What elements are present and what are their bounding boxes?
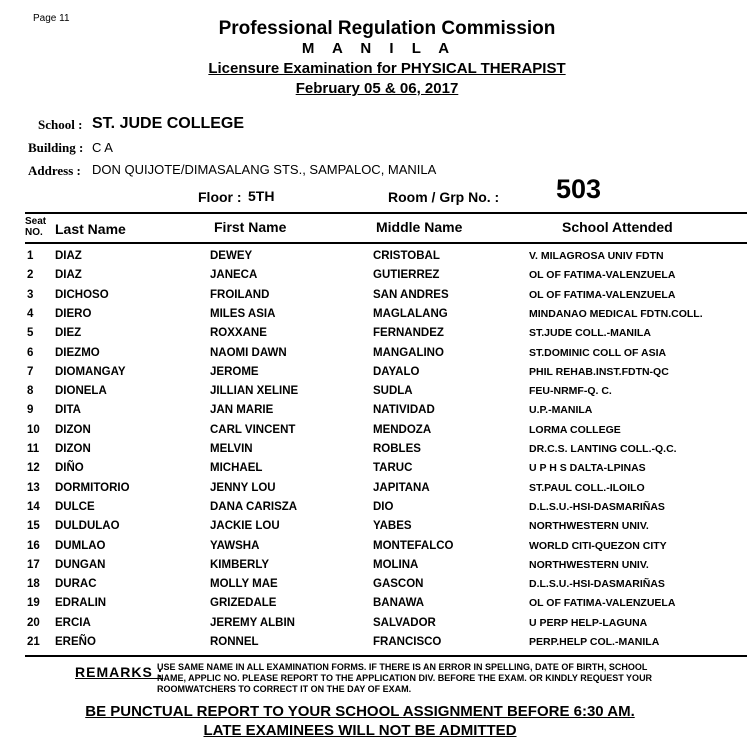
- table-row: [0, 482, 750, 501]
- last-name-cell: DIZON: [55, 443, 91, 455]
- late-notice: LATE EXAMINEES WILL NOT BE ADMITTED: [203, 722, 517, 739]
- last-name-cell: DIAZ: [55, 269, 82, 282]
- last-name-cell: EDRALIN: [55, 597, 107, 610]
- middle-name-cell: MAGLALANG: [373, 307, 448, 320]
- middle-name-cell: DAYALO: [373, 365, 420, 378]
- remarks-label: REMARKS :: [75, 664, 164, 680]
- first-name-cell: JEROME: [210, 365, 259, 378]
- middle-name-cell: GASCON: [373, 578, 424, 591]
- last-name-cell: DICHOSO: [55, 288, 109, 301]
- middle-name-cell: ROBLES: [373, 443, 421, 455]
- school-cell: MINDANAO MEDICAL FDTN.COLL.: [529, 307, 703, 320]
- first-name-cell: MILES ASIA: [210, 307, 276, 320]
- room-value: 503: [556, 174, 602, 204]
- table-row: [0, 520, 750, 539]
- table-row: [0, 269, 750, 288]
- seat-number-cell: 10: [27, 423, 40, 436]
- first-name-cell: JANECA: [210, 269, 258, 282]
- table-row: [0, 347, 750, 366]
- school-cell: ST.PAUL COLL.-ILOILO: [529, 481, 645, 494]
- table-row: [0, 308, 750, 327]
- seat-number-cell: 5: [27, 327, 34, 340]
- first-name-cell: JILLIAN XELINE: [210, 385, 299, 398]
- first-name-cell: ROXXANE: [210, 327, 267, 340]
- table-row: [0, 462, 750, 481]
- last-name-cell: DIOMANGAY: [55, 365, 126, 378]
- first-name-cell: MELVIN: [210, 443, 253, 455]
- seat-number-cell: 9: [27, 404, 34, 417]
- exam-title: Licensure Examination for PHYSICAL THERAPIST: [208, 60, 566, 77]
- seat-header-line2: NO.: [25, 227, 43, 238]
- middle-name-cell: MONTEFALCO: [373, 539, 454, 552]
- first-name-cell: MOLLY MAE: [210, 578, 278, 591]
- seat-number-cell: 6: [27, 346, 34, 359]
- room-label: Room / Grp No. :: [388, 189, 500, 205]
- middle-name-cell: YABES: [373, 520, 412, 533]
- school-attended-header: School Attended: [562, 219, 673, 235]
- first-name-cell: KIMBERLY: [210, 558, 269, 571]
- page-number: Page 11: [33, 13, 70, 24]
- seat-number-cell: 20: [27, 616, 40, 629]
- middle-name-cell: MANGALINO: [373, 346, 444, 359]
- seat-number-cell: 3: [27, 288, 34, 301]
- first-name-cell: CARL VINCENT: [210, 423, 296, 436]
- middle-name-cell: BANAWA: [373, 597, 425, 610]
- last-name-cell: DUNGAN: [55, 558, 106, 571]
- middle-name-cell: MOLINA: [373, 558, 419, 571]
- table-row: [0, 597, 750, 616]
- school-cell: ST.JUDE COLL.-MANILA: [529, 327, 651, 340]
- first-name-cell: DANA CARISZA: [210, 500, 298, 513]
- table-row: [0, 404, 750, 423]
- table-row: [0, 385, 750, 404]
- last-name-cell: DIÑO: [55, 462, 84, 475]
- middle-name-cell: JAPITANA: [373, 481, 430, 494]
- floor-label: Floor :: [198, 189, 242, 205]
- seat-number-cell: 21: [27, 636, 40, 648]
- middle-name-cell: SALVADOR: [373, 616, 436, 629]
- table-row: [0, 501, 750, 520]
- last-name-cell: ERCIA: [55, 616, 91, 629]
- school-label: School :: [38, 117, 83, 132]
- first-name-cell: RONNEL: [210, 636, 259, 648]
- school-cell: LORMA COLLEGE: [529, 423, 621, 436]
- first-name-cell: FROILAND: [210, 288, 270, 301]
- seat-number-cell: 17: [27, 558, 40, 571]
- last-name-header: Last Name: [55, 221, 126, 237]
- table-row: [0, 366, 750, 385]
- school-cell: DR.C.S. LANTING COLL.-Q.C.: [529, 443, 677, 455]
- middle-name-header: Middle Name: [376, 219, 463, 235]
- seat-number-cell: 18: [27, 578, 40, 591]
- school-cell: NORTHWESTERN UNIV.: [529, 558, 649, 571]
- school-cell: U.P.-MANILA: [529, 404, 593, 417]
- middle-name-cell: FERNANDEZ: [373, 327, 444, 340]
- school-cell: ST.DOMINIC COLL OF ASIA: [529, 346, 667, 359]
- table-top-rule: [25, 212, 747, 214]
- table-row: [0, 424, 750, 443]
- school-cell: D.L.S.U.-HSI-DASMARIÑAS: [529, 578, 665, 591]
- middle-name-cell: NATIVIDAD: [373, 404, 435, 417]
- middle-name-cell: FRANCISCO: [373, 636, 442, 648]
- city-title: M A N I L A: [301, 40, 457, 57]
- table-bottom-rule: [25, 655, 747, 657]
- school-value: ST. JUDE COLLEGE: [92, 115, 245, 132]
- middle-name-cell: MENDOZA: [373, 423, 432, 436]
- school-cell: U P H S DALTA-LPINAS: [529, 462, 646, 475]
- punctual-notice: BE PUNCTUAL REPORT TO YOUR SCHOOL ASSIGNMENT BEFORE 6:30 AM.: [85, 703, 635, 720]
- first-name-header: First Name: [214, 219, 287, 235]
- school-cell: PHIL REHAB.INST.FDTN-QC: [529, 365, 669, 378]
- school-cell: OL OF FATIMA-VALENZUELA: [529, 288, 676, 301]
- last-name-cell: DURAC: [55, 578, 97, 591]
- table-row: [0, 327, 750, 346]
- table-row: [0, 636, 750, 655]
- seat-number-cell: 16: [27, 539, 40, 552]
- seat-number-cell: 8: [27, 385, 34, 398]
- seat-number-cell: 14: [27, 500, 40, 513]
- school-cell: FEU-NRMF-Q. C.: [529, 385, 612, 398]
- last-name-cell: DIERO: [55, 307, 92, 320]
- first-name-cell: GRIZEDALE: [210, 597, 277, 610]
- last-name-cell: DIZON: [55, 423, 91, 436]
- last-name-cell: DUMLAO: [55, 539, 106, 552]
- first-name-cell: JENNY LOU: [210, 481, 276, 494]
- table-row: [0, 578, 750, 597]
- first-name-cell: MICHAEL: [210, 462, 263, 475]
- seat-number-cell: 19: [27, 597, 40, 610]
- middle-name-cell: GUTIERREZ: [373, 269, 440, 282]
- last-name-cell: DIEZ: [55, 327, 82, 340]
- first-name-cell: NAOMI DAWN: [210, 346, 287, 359]
- school-cell: OL OF FATIMA-VALENZUELA: [529, 269, 676, 282]
- last-name-cell: DULCE: [55, 500, 95, 513]
- school-cell: V. MILAGROSA UNIV FDTN: [529, 250, 664, 262]
- seat-number-cell: 7: [27, 365, 34, 378]
- table-row: [0, 617, 750, 636]
- first-name-cell: YAWSHA: [210, 539, 260, 552]
- seat-number-cell: 1: [27, 250, 34, 262]
- middle-name-cell: SAN ANDRES: [373, 288, 449, 301]
- table-row: [0, 289, 750, 308]
- school-cell: NORTHWESTERN UNIV.: [529, 520, 649, 533]
- commission-title: Professional Regulation Commission: [218, 18, 556, 39]
- school-cell: D.L.S.U.-HSI-DASMARIÑAS: [529, 500, 665, 513]
- school-cell: PERP.HELP COL.-MANILA: [529, 636, 660, 648]
- last-name-cell: DIONELA: [55, 385, 107, 398]
- school-cell: OL OF FATIMA-VALENZUELA: [529, 597, 676, 610]
- school-cell: WORLD CITI-QUEZON CITY: [529, 539, 667, 552]
- school-cell: U PERP HELP-LAGUNA: [529, 616, 648, 629]
- table-row: [0, 443, 750, 462]
- table-header-rule: [25, 242, 747, 244]
- address-label: Address :: [28, 163, 81, 178]
- seat-number-cell: 13: [27, 481, 40, 494]
- seat-header: [25, 216, 46, 238]
- building-label: Building :: [28, 140, 84, 155]
- exam-dates: February 05 & 06, 2017: [295, 80, 459, 97]
- seat-number-cell: 15: [27, 520, 40, 533]
- last-name-cell: DIAZ: [55, 250, 82, 262]
- building-value: C A: [92, 140, 113, 155]
- first-name-cell: JAN MARIE: [210, 404, 274, 417]
- seat-number-cell: 2: [27, 269, 34, 282]
- middle-name-cell: DIO: [373, 500, 394, 513]
- seat-number-cell: 12: [27, 462, 40, 475]
- seat-number-cell: 11: [27, 443, 40, 455]
- remarks-text: USE SAME NAME IN ALL EXAMINATION FORMS. IF THERE IS AN ERROR IN SPELLING, DATE OF BIRTH, SCHOOL NAME, APPLIC NO. PLEASE REPORT TO THE APPLICATION DIV. BEFORE THE EXAM. OR KINDLY REQUEST YOUR ROOMWATCHERS TO CORRECT IT ON THE DAY OF EXAM.: [157, 662, 653, 694]
- table-row: [0, 540, 750, 559]
- middle-name-cell: TARUC: [373, 462, 413, 475]
- middle-name-cell: SUDLA: [373, 385, 413, 398]
- first-name-cell: JACKIE LOU: [210, 520, 280, 533]
- last-name-cell: DULDULAO: [55, 520, 120, 533]
- seat-header-line1: Seat: [25, 216, 47, 227]
- last-name-cell: DORMITORIO: [55, 481, 130, 494]
- last-name-cell: DIEZMO: [55, 346, 100, 359]
- floor-value: 5TH: [248, 188, 275, 204]
- table-row: [0, 250, 750, 269]
- address-value: DON QUIJOTE/DIMASALANG STS., SAMPALOC, MANILA: [92, 162, 437, 177]
- first-name-cell: JEREMY ALBIN: [210, 616, 295, 629]
- first-name-cell: DEWEY: [210, 250, 253, 262]
- seat-number-cell: 4: [27, 307, 34, 320]
- last-name-cell: DITA: [55, 404, 81, 417]
- last-name-cell: EREÑO: [55, 636, 96, 648]
- table-row: [0, 559, 750, 578]
- middle-name-cell: CRISTOBAL: [373, 250, 440, 262]
